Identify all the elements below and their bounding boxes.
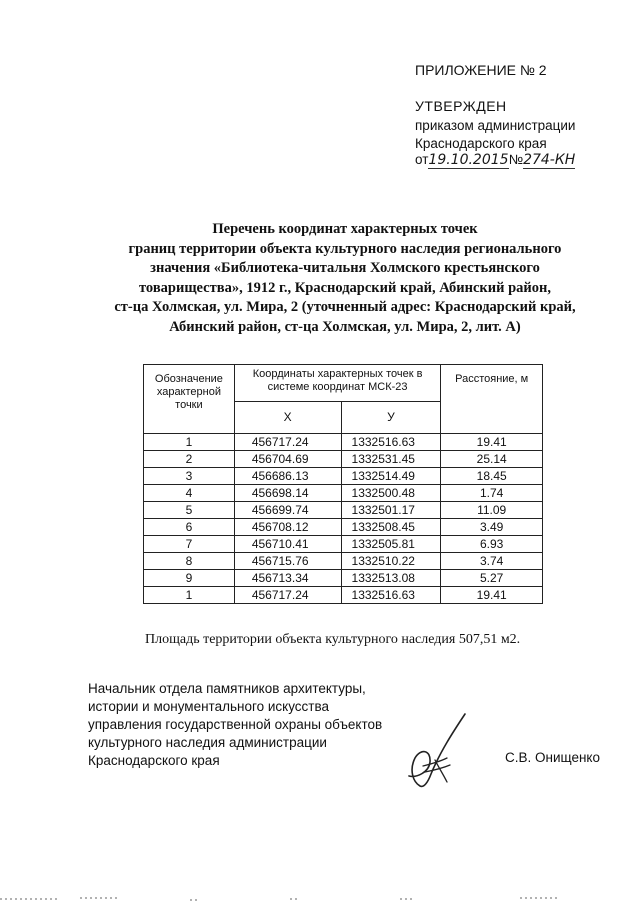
signer-name: С.В. Онищенко	[505, 750, 600, 765]
table-row	[144, 434, 543, 451]
y-cell: 1332510.22	[341, 553, 441, 570]
approved-by-line2: Краснодарского края	[415, 136, 547, 151]
signer-line: истории и монументального искусства	[88, 699, 330, 714]
y-cell: 1332514.49	[341, 468, 441, 485]
distance-cell: 19.41	[441, 587, 543, 604]
approved-by-line1: приказом администрации	[415, 118, 576, 133]
distance-cell: 6.93	[441, 536, 543, 553]
distance-cell: 1.74	[441, 485, 543, 502]
point-cell: 1	[144, 434, 235, 451]
header-coordinates: Координаты характерных точек в системе координат МСК-23	[234, 365, 441, 402]
order-date-line	[415, 152, 575, 168]
signer-line: управления государственной охраны объектов	[88, 717, 383, 732]
point-cell: 5	[144, 502, 235, 519]
distance-cell: 25.14	[441, 451, 543, 468]
x-cell: 456717.24	[234, 587, 341, 604]
signer-line: Краснодарского края	[88, 753, 220, 768]
table-row	[144, 502, 543, 519]
header-distance: Расстояние, м	[441, 365, 543, 434]
distance-cell: 18.45	[441, 468, 543, 485]
table-row	[144, 587, 543, 604]
point-cell: 8	[144, 553, 235, 570]
x-cell: 456699.74	[234, 502, 341, 519]
signer-position	[88, 680, 382, 770]
title-line: Перечень координат характерных точек	[212, 221, 478, 237]
order-date-handwritten: 19.10.2015	[428, 152, 509, 168]
point-cell: 6	[144, 519, 235, 536]
x-cell: 456708.12	[234, 519, 341, 536]
y-cell: 1332531.45	[341, 451, 441, 468]
table-row	[144, 553, 543, 570]
point-cell: 2	[144, 451, 235, 468]
document-title	[90, 220, 600, 337]
point-cell: 7	[144, 536, 235, 553]
handwritten-signature	[395, 712, 485, 792]
distance-cell: 3.49	[441, 519, 543, 536]
x-cell: 456704.69	[234, 451, 341, 468]
x-cell: 456698.14	[234, 485, 341, 502]
x-cell: 456715.76	[234, 553, 341, 570]
signer-line: культурного наследия администрации	[88, 735, 327, 750]
distance-cell: 5.27	[441, 570, 543, 587]
x-cell: 456717.24	[234, 434, 341, 451]
area-statement: Площадь территории объекта культурного наследия 507,51 м2.	[145, 632, 521, 647]
point-cell: 3	[144, 468, 235, 485]
number-sign: №	[508, 152, 524, 167]
table-row	[144, 468, 543, 485]
coordinates-table	[143, 364, 543, 604]
x-cell: 456713.34	[234, 570, 341, 587]
signer-line: Начальник отдела памятников архитектуры,	[88, 681, 366, 696]
y-cell: 1332505.81	[341, 536, 441, 553]
table-row	[144, 570, 543, 587]
distance-cell: 3.74	[441, 553, 543, 570]
y-cell: 1332508.45	[341, 519, 441, 536]
table-row	[144, 451, 543, 468]
point-cell: 4	[144, 485, 235, 502]
table-row	[144, 485, 543, 502]
title-line: товарищества», 1912 г., Краснодарский край, Абинский район,	[139, 279, 551, 296]
header-x: X	[234, 402, 341, 434]
x-cell: 456686.13	[234, 468, 341, 485]
approved-label: УТВЕРЖДЕН	[415, 98, 507, 114]
title-line: границ территории объекта культурного наследия регионального	[128, 240, 562, 257]
table-row	[144, 536, 543, 553]
x-cell: 456710.41	[234, 536, 341, 553]
point-cell: 9	[144, 570, 235, 587]
distance-cell: 19.41	[441, 434, 543, 451]
y-cell: 1332513.08	[341, 570, 441, 587]
y-cell: 1332501.17	[341, 502, 441, 519]
distance-cell: 11.09	[441, 502, 543, 519]
appendix-label: ПРИЛОЖЕНИЕ № 2	[415, 62, 547, 78]
scan-edge-artifact	[0, 893, 640, 905]
point-cell: 1	[144, 587, 235, 604]
title-line: значения «Библиотека-читальня Холмского крестьянского	[150, 260, 540, 276]
date-prefix: от	[415, 152, 429, 167]
order-number-handwritten: 274-КН	[523, 152, 576, 168]
title-line: Абинский район, ст-ца Холмская, ул. Мира, 2, лит. А)	[169, 318, 521, 335]
y-cell: 1332500.48	[341, 485, 441, 502]
title-line: ст-ца Холмская, ул. Мира, 2 (уточненный адрес: Краснодарский край,	[114, 299, 576, 315]
y-cell: 1332516.63	[341, 587, 441, 604]
table-row	[144, 519, 543, 536]
header-y: У	[341, 402, 441, 434]
header-point: Обозначение характерной точки	[144, 365, 235, 434]
y-cell: 1332516.63	[341, 434, 441, 451]
